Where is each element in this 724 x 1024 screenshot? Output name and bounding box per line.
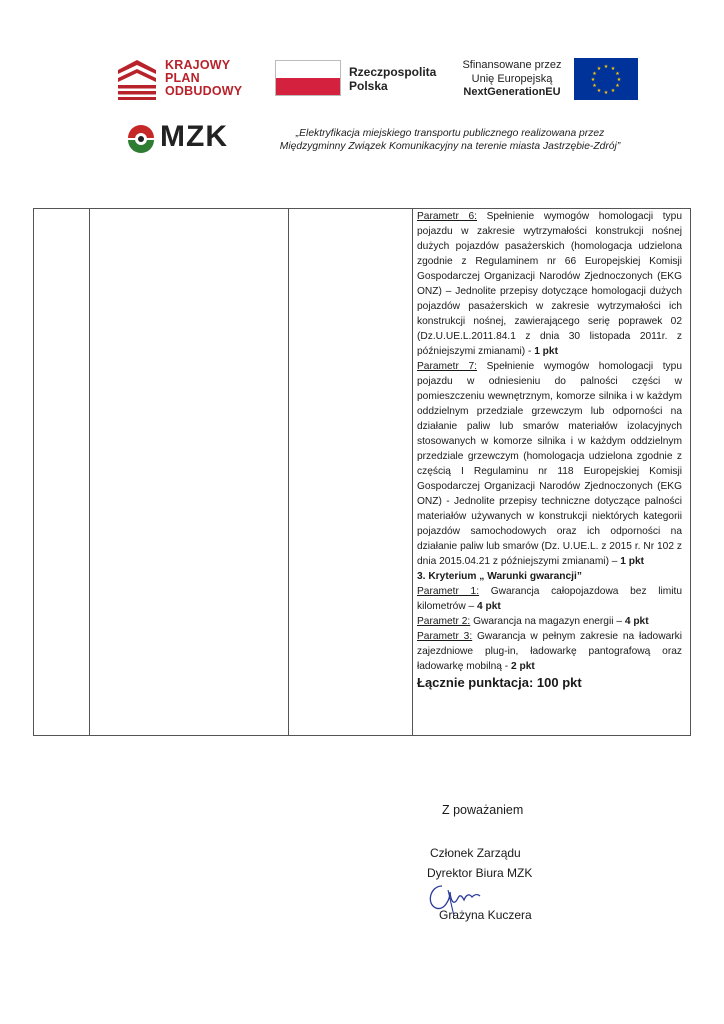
g-param1-text: Gwarancja całopojazdowa bez limitu kilometrów – [417, 586, 682, 612]
kpo-line3: ODBUDOWY [165, 84, 243, 98]
svg-text:★: ★ [616, 77, 622, 83]
signer-role-1: Członek Zarządu [430, 846, 521, 860]
svg-text:★: ★ [596, 88, 602, 94]
signer-role-2: Dyrektor Biura MZK [427, 866, 533, 880]
project-line1: „Elektryfikacja miejskiego transportu publicznego realizowana przez [295, 128, 605, 139]
total-score: Łącznie punktacja: 100 pkt [417, 675, 582, 690]
kpo-emblem-icon [116, 58, 158, 100]
table-bottom-border [33, 735, 691, 736]
param6-paragraph [417, 209, 682, 359]
table-col-border-0 [33, 208, 34, 736]
g-param3-points: 2 pkt [511, 661, 535, 672]
table-col-border-2 [288, 208, 289, 736]
kpo-logo-text [165, 59, 242, 98]
param7-label: Parametr 7: [417, 361, 478, 372]
svg-text:★: ★ [590, 77, 596, 83]
svg-text:★: ★ [592, 71, 597, 77]
svg-text:★: ★ [596, 66, 602, 72]
project-line2: Międzygminny Związek Komunikacyjny na terenie miasta Jastrzębie-Zdrój” [279, 141, 621, 152]
eu-line2: Unię Europejską [471, 72, 553, 85]
param6-label: Parametr 6: [417, 211, 478, 222]
kpo-line2: PLAN [165, 71, 200, 85]
mzk-logo-text: MZK [160, 120, 228, 153]
g-param1-paragraph [417, 584, 682, 614]
mzk-emblem-icon [126, 124, 156, 154]
closing-text: Z poważaniem [442, 803, 524, 817]
eu-logo-text [452, 59, 572, 100]
g-param3-text: Gwarancja w pełnym zakresie na ładowarki zajezdniowe plug-in, ładowarkę pantografową oraz ładowarkę mobilną - [417, 631, 682, 672]
g-param2-label: Parametr 2: [417, 616, 471, 627]
eu-flag-icon [574, 58, 638, 100]
g-param1-label: Parametr 1: [417, 586, 480, 597]
table-col-border-3 [412, 208, 413, 736]
svg-text:★: ★ [592, 83, 597, 89]
rp-line2: Polska [349, 79, 388, 93]
param7-points: 1 pkt [620, 556, 645, 567]
eu-line1: Sfinansowane przez [462, 59, 562, 71]
criteria-cell [417, 209, 682, 691]
svg-text:★: ★ [603, 64, 609, 70]
polish-flag-icon [275, 60, 341, 96]
param6-points: 1 pkt [534, 346, 558, 357]
table-col-border-4 [690, 208, 691, 736]
g-param2-points: 4 pkt [624, 616, 649, 627]
param6-text: Spełnienie wymogów homologacji typu pojazdu w zakresie wytrzymałości konstrukcji nośnej dużych pojazdów pasażerskich (homologacja udzielona zgodnie z Regulaminem nr 66 Europejskiej Komisji Gospodarczej Organizacji Narodów Zjednoczonych (EKG ONZ) – Jednolite przepisy dotyczące homologacji dużych pojazdów pasażerskich w zakresie wytrzymałości ich konstrukcji nośnej, zawierającego serię poprawek 02 (Dz.U.UE.L.2011.84.1 z dnia 30 listopada 2011r. z późniejszymi zmianami) - [417, 211, 682, 357]
param7-text: Spełnienie wymogów homologacji typu pojazdu w odniesieniu do palności części w pomieszczeniu wewnętrznym, komorze silnika i w każdym oddzielnym przedziale grzewczym lub odporności na działanie paliw lub smarów materiałów izolacyjnych stosowanych w komorze silnika i w każdym oddzielnym przedziale grzewczym (homologacja udzielona zgodnie z częścią I Regulaminu nr 118 Europejskiej Komisji Gospodarczej Organizacji Narodów Zjednoczonych (EKG ONZ) - Jednolite przepisy techniczne dotyczące palności materiałów używanych w konstrukcji niektórych kategorii pojazdów samochodowych oraz ich odporności na działanie paliw lub smarów (Dz. U.UE.L. z 2015 r. Nr 102 z dnia 2015.04.21 z późniejszymi zmianami) – [417, 361, 682, 567]
svg-text:★: ★ [610, 66, 616, 72]
g-param2-paragraph [417, 614, 682, 629]
rp-line1: Rzeczpospolita [349, 65, 437, 79]
g-param3-label: Parametr 3: [417, 631, 473, 642]
g-param1-points: 4 pkt [477, 601, 501, 612]
kpo-line1: KRAJOWY [165, 58, 231, 72]
svg-text:★: ★ [603, 90, 609, 96]
svg-text:★: ★ [610, 88, 616, 94]
signer-name: Grażyna Kuczera [439, 908, 532, 922]
g-param3-paragraph [417, 629, 682, 674]
rp-logo-text [349, 65, 436, 93]
eu-line3: NextGenerationEU [463, 86, 561, 98]
g-param2-text: Gwarancja na magazyn energii – [470, 616, 625, 627]
svg-text:★: ★ [615, 83, 620, 89]
svg-text:★: ★ [615, 71, 620, 77]
project-title [250, 127, 650, 153]
table-col-border-1 [89, 208, 90, 736]
criterion3-heading: 3. Kryterium „ Warunki gwarancji” [417, 571, 582, 582]
param7-paragraph [417, 359, 682, 569]
